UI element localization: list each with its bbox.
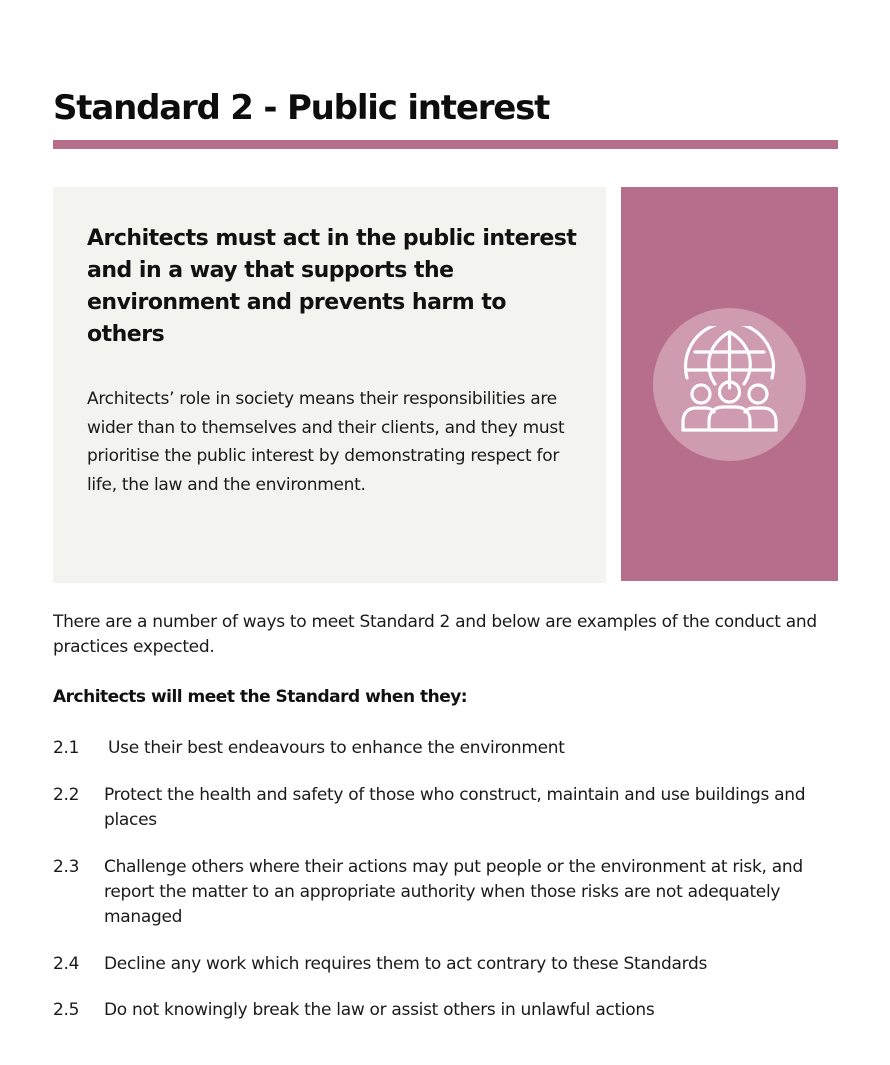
item-number: 2.3 [53, 857, 80, 877]
summary-body: Architects’ role in society means their responsibilities are wider than to themselves and their clients, and they must prioritise the public interest by demonstrating respect for life, the law and the environment. [87, 389, 565, 495]
icon-circle [653, 308, 806, 461]
title-rule [53, 140, 838, 149]
lead-sentence: Architects will meet the Standard when they: [53, 687, 468, 707]
item-number: 2.1 [53, 738, 80, 758]
item-number: 2.4 [53, 954, 80, 974]
item-text: Challenge others where their actions may put people or the environment at risk, and report the matter to an appropriate authority when those risks are not adequately managed [104, 857, 803, 927]
intro-paragraph: There are a number of ways to meet Standard 2 and below are examples of the conduct and practices expected. [53, 612, 817, 657]
summary-box [53, 187, 606, 583]
page-title: Standard 2 - Public interest [53, 88, 550, 128]
item-text: Use their best endeavours to enhance the environment [108, 738, 565, 758]
icon-panel [621, 187, 838, 581]
item-number: 2.2 [53, 785, 80, 805]
item-text: Do not knowingly break the law or assist others in unlawful actions [104, 1000, 655, 1020]
item-text: Decline any work which requires them to act contrary to these Standards [104, 954, 708, 974]
item-number: 2.5 [53, 1000, 80, 1020]
item-text: Protect the health and safety of those who construct, maintain and use buildings and places [104, 785, 806, 830]
summary-heading: Architects must act in the public interest and in a way that supports the environment and prevents harm to others [87, 226, 577, 347]
globe-with-people-icon [675, 326, 784, 438]
